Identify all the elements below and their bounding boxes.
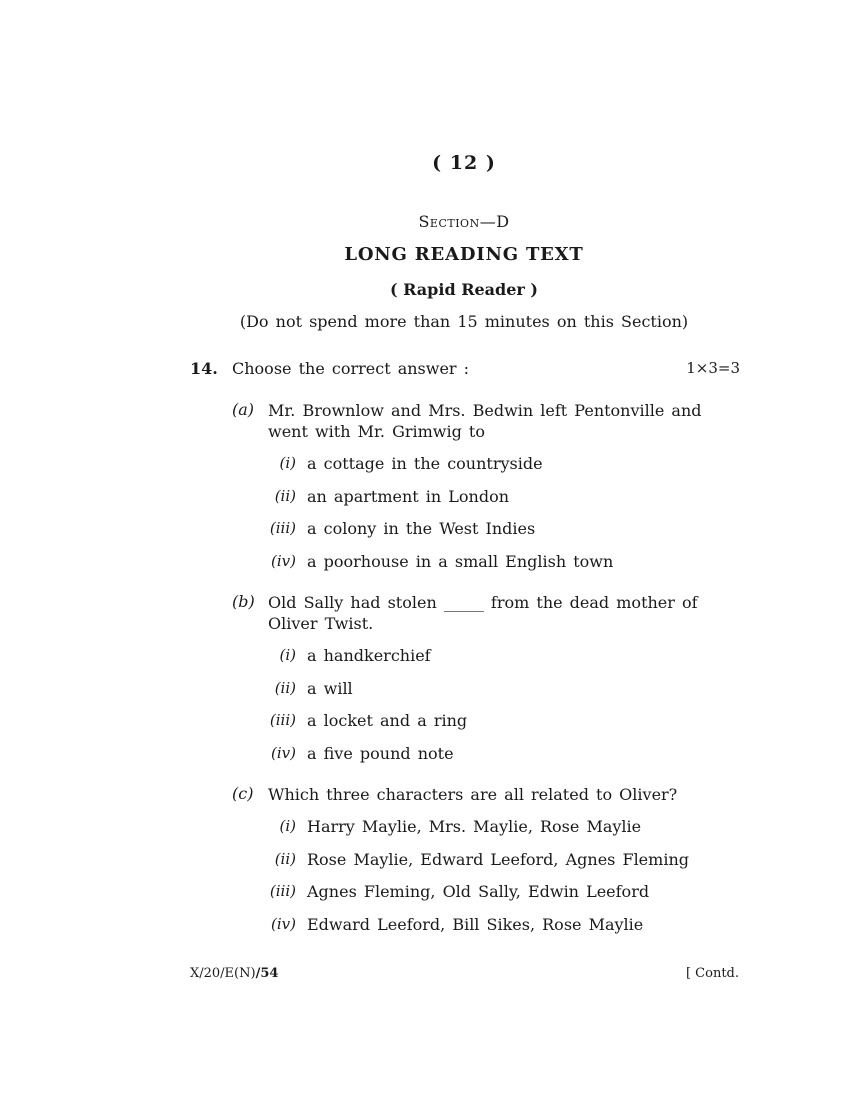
- section-letter: —D: [479, 212, 510, 231]
- option-text: a will: [307, 679, 353, 698]
- option-text: a five pound note: [307, 744, 454, 763]
- option-label: (i): [279, 454, 296, 472]
- paper-code-prefix: X/20/E(N): [190, 966, 256, 981]
- option-label: (ii): [274, 487, 296, 505]
- option-label: (iv): [271, 744, 296, 762]
- option-label: (iii): [269, 519, 296, 537]
- part-text: [268, 400, 723, 442]
- option-label: (iii): [269, 882, 296, 900]
- page-title: LONG READING TEXT: [344, 244, 584, 265]
- option-text: Edward Leeford, Bill Sikes, Rose Maylie: [307, 915, 644, 934]
- option-text: a colony in the West Indies: [307, 519, 536, 538]
- option-text: Rose Maylie, Edward Leeford, Agnes Fleming: [307, 850, 689, 869]
- option-text: a handkerchief: [307, 646, 431, 665]
- page-number: ( 12 ): [432, 152, 496, 174]
- question-number: 14.: [190, 359, 218, 378]
- option-label: (i): [279, 646, 296, 664]
- option-label: (iii): [269, 711, 296, 729]
- part-text-line: went with Mr. Grimwig to: [268, 422, 485, 441]
- part-label: (c): [232, 784, 254, 803]
- section-instruction: (Do not spend more than 15 minutes on this Section): [239, 312, 689, 331]
- part-label: (b): [232, 592, 255, 611]
- option-label: (i): [279, 817, 296, 835]
- option-text: a poorhouse in a small English town: [307, 552, 614, 571]
- part-text: [268, 592, 723, 634]
- option-text: a locket and a ring: [307, 711, 468, 730]
- option-text: an apartment in London: [307, 487, 510, 506]
- option-text: Agnes Fleming, Old Sally, Edwin Leeford: [307, 882, 650, 901]
- part-text-line: Which three characters are all related to Oliver?: [268, 785, 678, 804]
- question-text: Choose the correct answer :: [232, 359, 470, 378]
- option-text: Harry Maylie, Mrs. Maylie, Rose Maylie: [307, 817, 642, 836]
- part-label: (a): [232, 400, 255, 419]
- option-text: a cottage in the countryside: [307, 454, 543, 473]
- option-label: (ii): [274, 679, 296, 697]
- question-marks: 1×3=3: [686, 359, 740, 377]
- part-text-line: Mr. Brownlow and Mrs. Bedwin left Pentonville and: [268, 401, 702, 420]
- option-label: (iv): [271, 915, 296, 933]
- part-text-line: Oliver Twist.: [268, 614, 374, 633]
- part-text: [268, 784, 723, 805]
- page-subtitle: ( Rapid Reader ): [390, 280, 538, 299]
- section-label: Section: [418, 212, 480, 231]
- section-heading: [0, 212, 850, 231]
- paper-code-suffix: /54: [255, 966, 279, 981]
- continued-marker: [ Contd.: [685, 966, 739, 981]
- option-label: (ii): [274, 850, 296, 868]
- part-text-line: Old Sally had stolen _____ from the dead mother of: [268, 593, 698, 612]
- paper-code: [190, 966, 278, 981]
- option-label: (iv): [271, 552, 296, 570]
